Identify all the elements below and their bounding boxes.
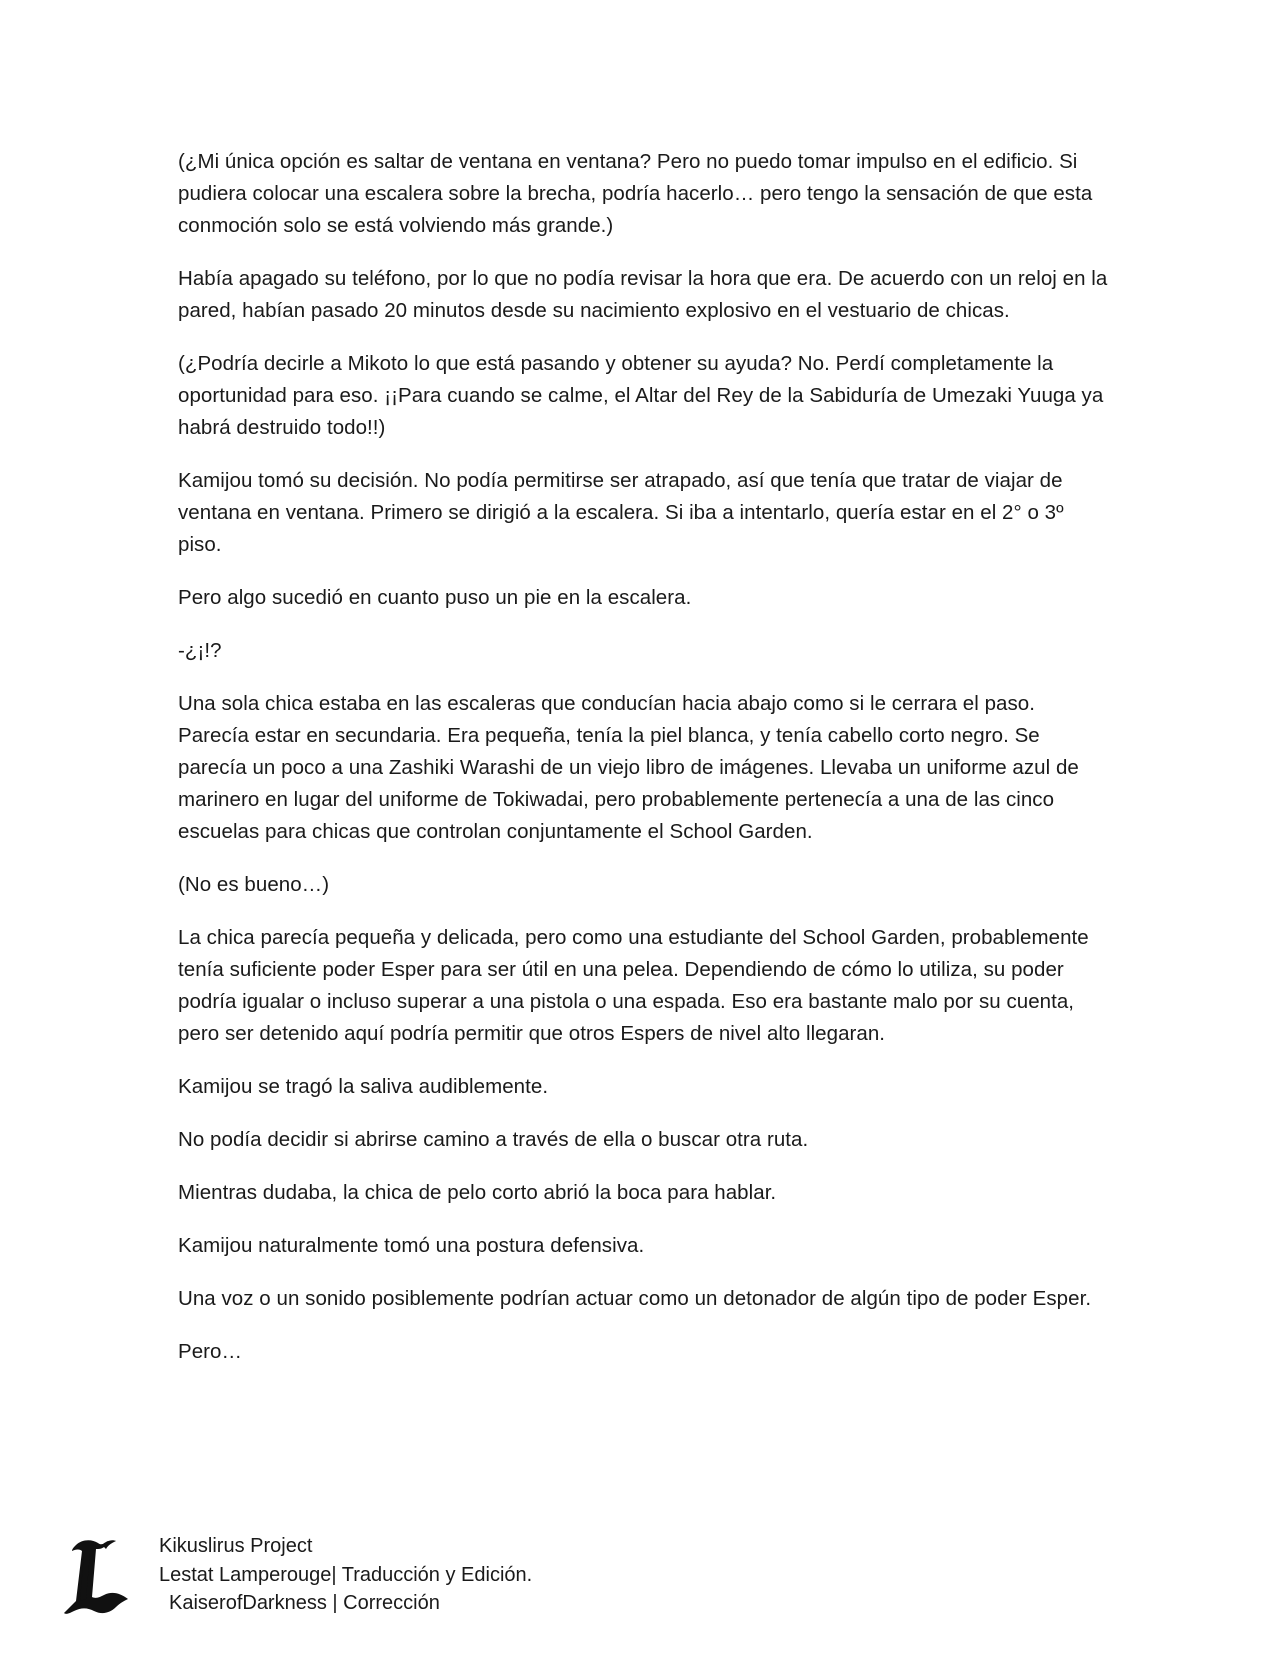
- paragraph-7: Una sola chica estaba en las escaleras que conducían hacia abajo como si le cerrara el paso. Parecía estar en secundaria. Era pequeña, tenía la piel blanca, y tenía cabello corto negro. Se parecía un poco a una Zashiki Warashi de un viejo libro de imágenes. Llevaba un uniforme azul de marinero en lugar del uniforme de Tokiwadai, pero probablemente pertenecía a una de las cinco escuelas para chicas que controlan conjuntamente el School Garden.: [178, 692, 1079, 843]
- paragraph-9: La chica parecía pequeña y delicada, pero como una estudiante del School Garden, probablemente tenía suficiente poder Esper para ser útil en una pelea. Dependiendo de cómo lo utiliza, su poder podría igualar o incluso superar a una pistola o una espada. Eso era bastante malo por su cuenta, pero ser detenido aquí podría permitir que otros Espers de nivel alto llegaran.: [178, 926, 1089, 1045]
- gothic-L-logo-icon: [62, 1537, 134, 1619]
- paragraph-15: Pero…: [178, 1340, 243, 1363]
- credits-footer: [62, 1532, 662, 1632]
- translation-credit: Lestat Lamperouge| Traducción y Edición.: [159, 1563, 533, 1586]
- proofreading-credit: KaiserofDarkness | Corrección: [169, 1592, 440, 1614]
- document-body: [178, 146, 1108, 1389]
- paragraph-1: (¿Mi única opción es saltar de ventana en ventana? Pero no puedo tomar impulso en el edificio. Si pudiera colocar una escalera sobre la brecha, podría hacerlo… pero tengo la sensación de que esta conmoción solo se está volviendo más grande.): [178, 150, 1093, 237]
- paragraph-4: Kamijou tomó su decisión. No podía permitirse ser atrapado, así que tenía que tratar de viajar de ventana en ventana. Primero se dirigió a la escalera. Si iba a intentarlo, quería estar en el 2° o 3º piso.: [178, 469, 1064, 556]
- paragraph-14: Una voz o un sonido posiblemente podrían actuar como un detonador de algún tipo de poder Esper.: [178, 1287, 1092, 1310]
- paragraph-11: No podía decidir si abrirse camino a través de ella o buscar otra ruta.: [178, 1128, 809, 1151]
- paragraph-3: (¿Podría decirle a Mikoto lo que está pasando y obtener su ayuda? No. Perdí completamente la oportunidad para eso. ¡¡Para cuando se calme, el Altar del Rey de la Sabiduría de Umezaki Yuuga ya habrá destruido todo!!): [178, 352, 1104, 439]
- paragraph-6: -¿¡!?: [178, 639, 222, 662]
- paragraph-12: Mientras dudaba, la chica de pelo corto abrió la boca para hablar.: [178, 1181, 777, 1204]
- paragraph-10: Kamijou se tragó la saliva audiblemente.: [178, 1075, 549, 1098]
- paragraph-5: Pero algo sucedió en cuanto puso un pie en la escalera.: [178, 586, 692, 609]
- project-name: Kikuslirus Project: [159, 1535, 313, 1557]
- paragraph-2: Había apagado su teléfono, por lo que no podía revisar la hora que era. De acuerdo con un reloj en la pared, habían pasado 20 minutos desde su nacimiento explosivo en el vestuario de chicas.: [178, 267, 1108, 322]
- paragraph-8: (No es bueno…): [178, 873, 330, 896]
- paragraph-13: Kamijou naturalmente tomó una postura defensiva.: [178, 1234, 645, 1257]
- credits-text: [159, 1532, 532, 1618]
